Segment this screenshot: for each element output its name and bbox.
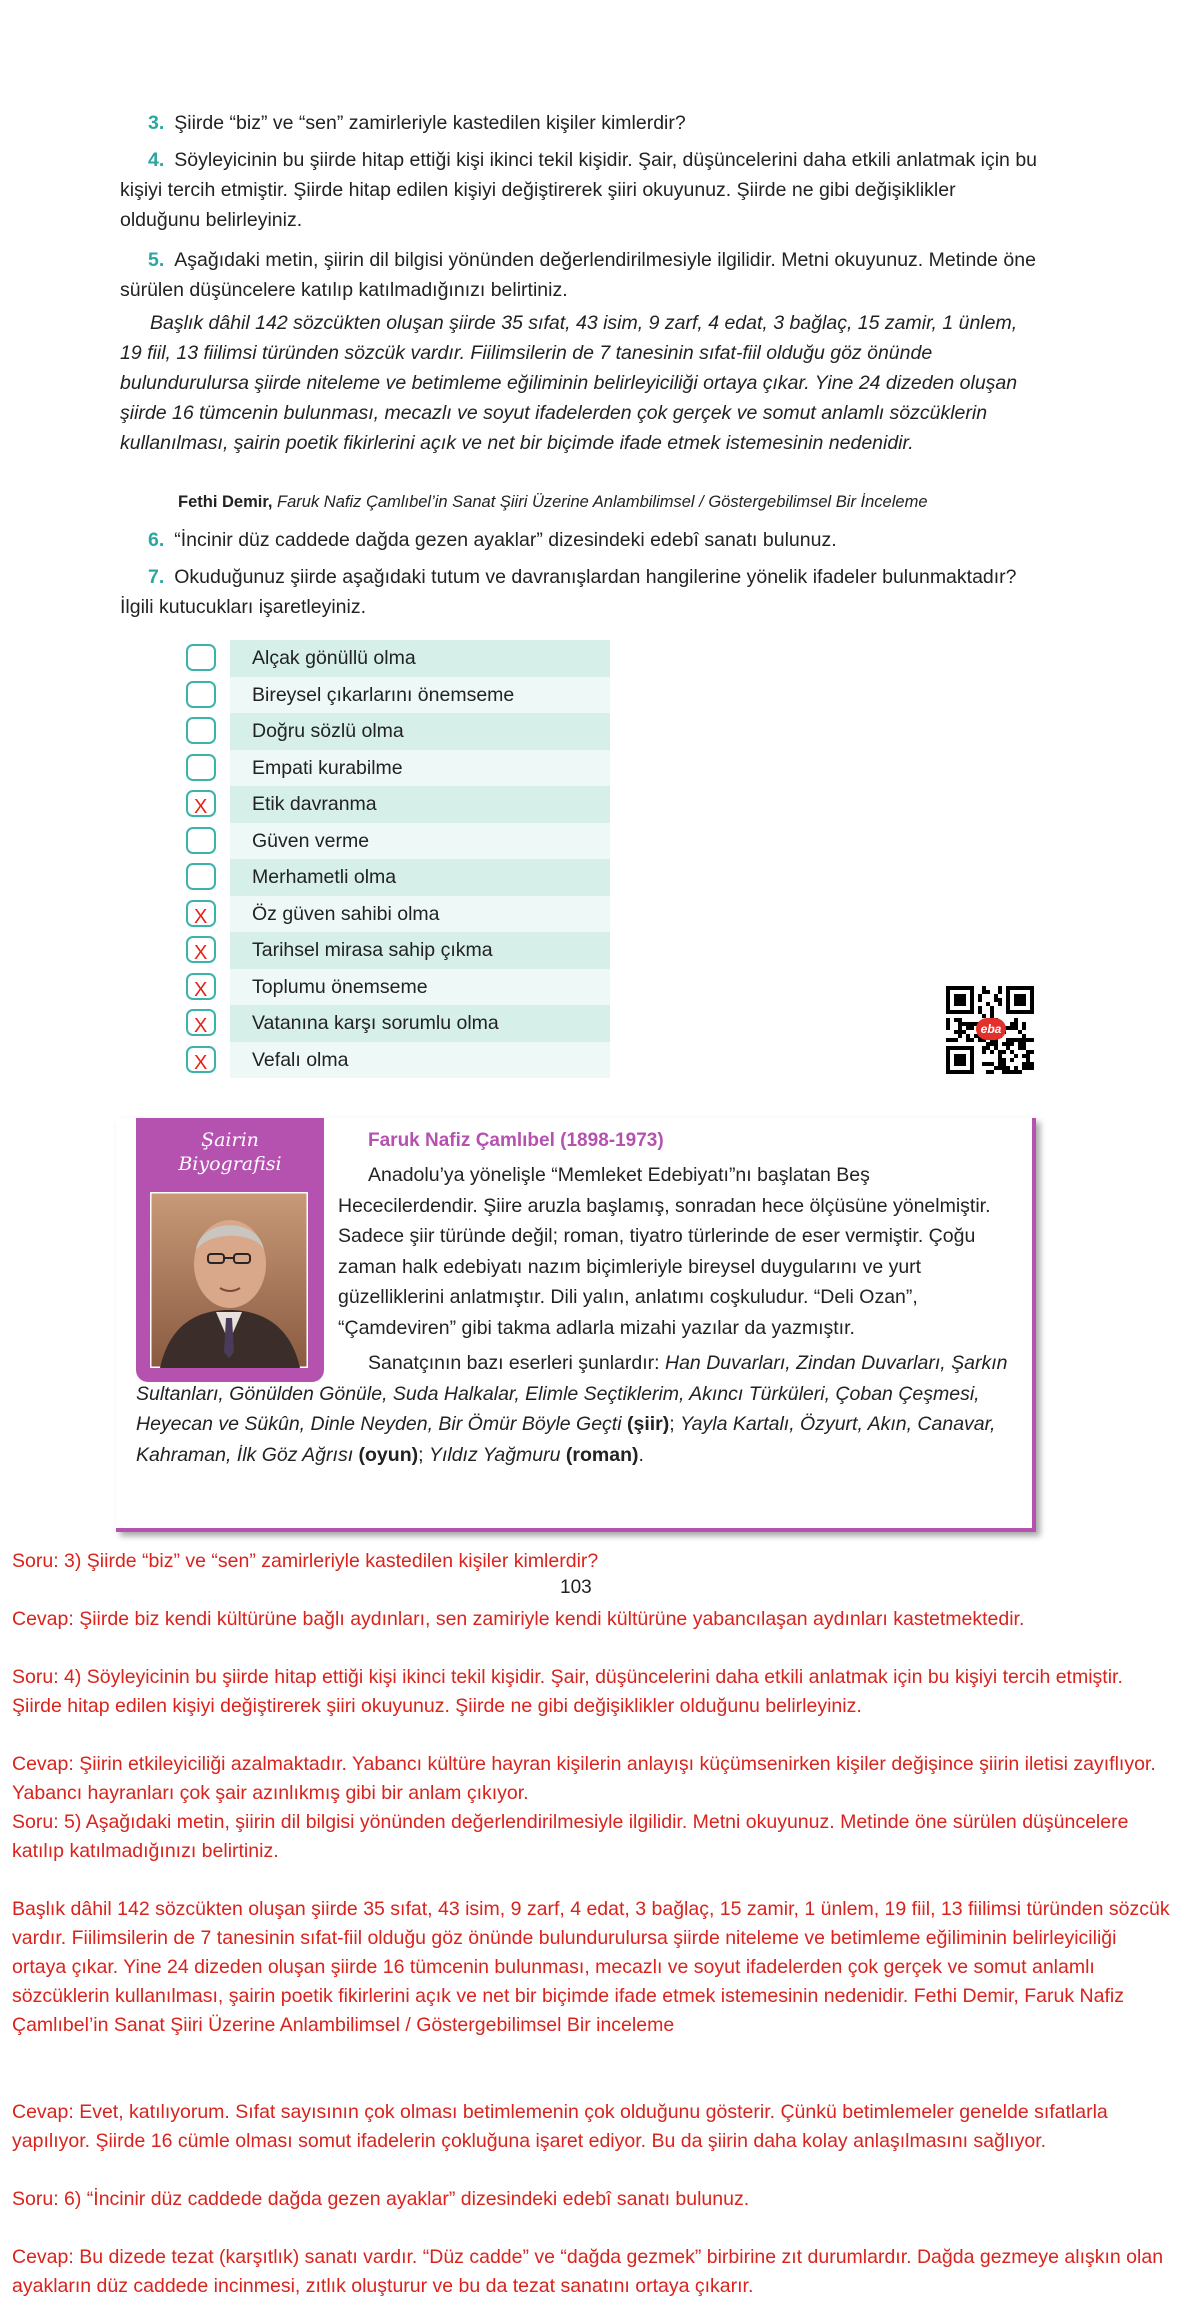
- checklist-label: Öz güven sahibi olma: [252, 902, 440, 925]
- checklist-label: Etik davranma: [252, 793, 377, 815]
- separator: .: [638, 1443, 644, 1466]
- question-7: [120, 562, 1038, 622]
- genre-novel: (roman): [565, 1443, 639, 1466]
- checklist-row: [182, 677, 610, 714]
- biography-label-line1: Şairin: [201, 1129, 259, 1151]
- quote-source: [178, 491, 1038, 513]
- works-novel: Yıldız Yağmuru: [428, 1443, 561, 1466]
- checkbox[interactable]: [186, 644, 216, 671]
- question-number: 7.: [148, 566, 165, 588]
- source-author: Fethi Demir,: [178, 493, 273, 511]
- question-number: 6.: [148, 529, 165, 551]
- check-mark: X: [194, 905, 208, 928]
- question-5: [120, 245, 1038, 305]
- separator: ;: [669, 1413, 675, 1435]
- checkbox[interactable]: [186, 827, 216, 854]
- checklist-label: Güven verme: [252, 829, 370, 852]
- genre-play: (oyun): [358, 1443, 419, 1466]
- answer-3-question: Soru: 3) Şiirde “biz” ve “sen” zamirleriyle kastedilen kişiler kimlerdir?: [12, 1550, 599, 1572]
- biography-sidebar: [136, 1118, 324, 1382]
- genre-poetry: (şiir): [626, 1413, 670, 1435]
- question-text: Söyleyicinin bu şiirde hitap ettiği kişi ikinci tekil kişidir. Şair, düşüncelerini daha etkili anlatmak için bu kişiyi tercih etmiştir. Şiirde hitap edilen kişiyi değiştirerek şiiri okuyunuz. Şiirde ne gibi değişiklikler olduğunu belirleyiniz.: [120, 149, 1038, 231]
- source-title: Faruk Nafiz Çamlıbel’in Sanat Şiiri Üzerine Anlambilimsel / Göstergebilimsel Bir İnceleme: [277, 493, 928, 511]
- checklist-row: [182, 896, 610, 933]
- qr-code-icon[interactable]: [946, 986, 1034, 1074]
- biography-label: [136, 1128, 324, 1176]
- checklist-row: [182, 859, 610, 896]
- checklist-label: Bireysel çıkarlarını önemseme: [252, 683, 515, 706]
- question-number: 4.: [148, 149, 165, 171]
- question-3: [120, 108, 1038, 138]
- checklist-row: [182, 823, 610, 860]
- checklist-label: Merhametli olma: [252, 866, 397, 888]
- checkbox[interactable]: [186, 973, 216, 1000]
- checkbox[interactable]: [186, 790, 216, 817]
- checklist-row: [182, 713, 610, 750]
- biography-box: [116, 1118, 1036, 1532]
- check-mark: X: [194, 942, 208, 964]
- checklist-row: [182, 1042, 610, 1079]
- poet-portrait: [150, 1192, 308, 1368]
- checklist-label: Empati kurabilme: [252, 756, 403, 779]
- works-play: Yayla Kartalı, Özyurt, Akın, Canavar, Kahraman, İlk Göz Ağrısı: [136, 1413, 996, 1466]
- page-number: 103: [560, 1577, 592, 1598]
- answer-5-answer: Cevap: Evet, katılıyorum. Sıfat sayısının çok olması betimlemenin çok olduğunu gösterir. Çünkü betimlemeler genelde sıfatlarla yapılıyor. Şiirde 16 cümle olması somut ifadelerin çokluğuna işaret ediyor. Bu da şiirin daha kolay anlaşılmasını sağlıyor.: [12, 2101, 1108, 2152]
- biography-label-line2: Biyografisi: [178, 1153, 282, 1175]
- checkbox[interactable]: [186, 717, 216, 744]
- answer-4-question: Soru: 4) Söyleyicinin bu şiirde hitap ettiği kişi ikinci tekil kişidir. Şair, düşüncelerini daha etkili anlatmak için bu kişiyi tercih etmiştir. Şiirde hitap edilen kişiyi değiştirerek şiiri okuyunuz. Şiirde ne gibi değişiklikler olduğunu belirleyiniz.: [12, 1666, 1123, 1717]
- question-6: [120, 525, 1038, 555]
- checkbox[interactable]: [186, 863, 216, 890]
- question-text: Aşağıdaki metin, şiirin dil bilgisi yönünden değerlendirilmesiyle ilgilidir. Metni okuyunuz. Metinde öne sürülen düşüncelere katılıp katılmadığınızı belirtiniz.: [120, 249, 1036, 301]
- behaviour-checklist: [182, 640, 610, 1078]
- biography-text: Anadolu’ya yönelişle “Memleket Edebiyatı”nı başlatan Beş Hececilerdendir. Şiire aruzla başlamış, sonradan hece ölçüsüne yönelmiştir. Sadece şiir türünde değil; roman, tiyatro türlerinde de eser vermiştir. Çoğu zaman halk edebiyatı nazım biçimleriyle bireysel duygularını ve yurt güzelliklerini anlatmıştır. Dili yalın, anlatımı coşkuludur. “Deli Ozan”, “Çamdeviren” gibi takma adlarla mizahi yazılar da yazmıştır.: [338, 1164, 991, 1339]
- checklist-row: [182, 1005, 610, 1042]
- checkbox[interactable]: [186, 1009, 216, 1036]
- checkbox[interactable]: [186, 936, 216, 963]
- question-text: Şiirde “biz” ve “sen” zamirleriyle kastedilen kişiler kimlerdir?: [174, 112, 686, 134]
- check-mark: X: [194, 1051, 208, 1074]
- question-text: Okuduğunuz şiirde aşağıdaki tutum ve davranışlardan hangilerine yönelik ifadeler bulunmaktadır? İlgili kutucukları işaretleyiniz.: [120, 566, 1017, 618]
- checkbox[interactable]: [186, 681, 216, 708]
- answer-5-quote: Başlık dâhil 142 sözcükten oluşan şiirde 35 sıfat, 43 isim, 9 zarf, 4 edat, 3 bağlaç, 15 zamir, 1 ünlem, 19 fiil, 13 fiilimsi türünden sözcük vardır. Fiilimsilerin de 7 tanesinin sıfat-fiil olduğu göz önünde bulundurulursa şiirde niteleme ve betimleme eğiliminin belirleyiciliği ortaya çıkar. Yine 24 dizeden oluşan şiirde 16 tümcenin bulunması, mecazlı ve soyut ifadelerden çok gerçek ve somut anlamlı sözcüklerin kullanılması, şairin poetik fikirlerini açık ve net bir biçimde ifade etmek istemesinin nedenidir. Fethi Demir, Faruk Nafiz Çamlıbel’in Sanat Şiiri Üzerine Anlambilimsel / Göstergebilimsel Bir inceleme: [12, 1898, 1170, 2036]
- question-number: 3.: [148, 112, 165, 134]
- checkbox[interactable]: [186, 754, 216, 781]
- check-mark: X: [194, 796, 208, 818]
- quoted-passage: Başlık dâhil 142 sözcükten oluşan şiirde 35 sıfat, 43 isim, 9 zarf, 4 edat, 3 bağlaç, 15 zamir, 1 ünlem, 19 fiil, 13 fiilimsi türünden sözcük vardır. Fiilimsilerin de 7 tanesinin sıfat-fiil olduğu göz önünde bulundurulursa şiirde niteleme ve betimleme eğiliminin belirleyiciliği ortaya çıkar. Yine 24 dizeden oluşan şiirde 16 tümcenin bulunması, mecazlı ve soyut ifadelerden çok gerçek ve somut anlamlı sözcüklerin kullanılması, şairin poetik fikirlerini açık ve net bir biçimde ifade etmek istemesinin nedenidir.: [120, 312, 1018, 454]
- checklist-row: [182, 932, 610, 969]
- check-mark: X: [194, 978, 208, 1001]
- separator: ;: [418, 1443, 424, 1466]
- answer-5-question: Soru: 5) Aşağıdaki metin, şiirin dil bilgisi yönünden değerlendirilmesiyle ilgilidir. Metni okuyunuz. Metinde öne sürülen düşüncelere katılıp katılmadığınızı belirtiniz.: [12, 1811, 1129, 1862]
- answer-6-answer: Cevap: Bu dizede tezat (karşıtlık) sanatı vardır. “Düz cadde” ve “dağda gezmek” birbirine zıt durumlardır. Dağda gezmeye alışkın olan ayakların düz caddede incinmesi, zıtlık oluşturur ve bu da tezat sanatını ortaya çıkarır.: [12, 2246, 1164, 2297]
- checklist-label: Toplumu önemseme: [252, 975, 428, 998]
- works-poetry: Han Duvarları, Zindan Duvarları, Şarkın Sultanları, Gönülden Gönüle, Suda Halkalar, Elimle Seçtiklerim, Akıncı Türküleri, Çoban Çeşmesi, Heyecan ve Sükûn, Dinle Neyden, Bir Ömür Böyle Geçti: [136, 1352, 1008, 1435]
- biography-paragraph-1: [338, 1160, 1006, 1343]
- check-mark: X: [194, 1015, 208, 1037]
- qr-badge: eba: [976, 1018, 1006, 1040]
- checklist-label: Vatanına karşı sorumlu olma: [252, 1012, 499, 1034]
- answer-6-question: Soru: 6) “İncinir düz caddede dağda gezen ayaklar” dizesindeki edebî sanatı bulunuz.: [12, 2188, 750, 2210]
- question-text: “İncinir düz caddede dağda gezen ayaklar” dizesindeki edebî sanatı bulunuz.: [174, 529, 837, 551]
- checklist-label: Vefalı olma: [252, 1048, 349, 1071]
- answer-3-answer: Cevap: Şiirde biz kendi kültürüne bağlı aydınları, sen zamiriyle kendi kültürüne yabancılaşan aydınları kastetmektedir.: [12, 1608, 1025, 1630]
- checklist-label: Tarihsel mirasa sahip çıkma: [252, 939, 493, 961]
- checklist-label: Alçak gönüllü olma: [252, 647, 416, 669]
- checklist-label: Doğru sözlü olma: [252, 720, 404, 742]
- question-4: [120, 145, 1038, 235]
- works-intro: Sanatçının bazı eserleri şunlardır:: [368, 1352, 660, 1374]
- checklist-row: [182, 786, 610, 823]
- checkbox[interactable]: [186, 900, 216, 927]
- question-number: 5.: [148, 249, 165, 271]
- biography-paragraph-2: [136, 1348, 1012, 1470]
- checklist-row: [182, 640, 610, 677]
- answer-4-answer: Cevap: Şiirin etkileyiciliği azalmaktadır. Yabancı kültüre hayran kişilerin anlayışı küçümsenirken kişiler değişince şiirin iletisi zayıflıyor. Yabancı hayranları çok şair azınlıkmış gibi bir anlam çıkıyor.: [12, 1753, 1156, 1804]
- checkbox[interactable]: [186, 1046, 216, 1073]
- checklist-row: [182, 750, 610, 787]
- checklist-row: [182, 969, 610, 1006]
- poet-name: Faruk Nafiz Çamlıbel (1898-1973): [368, 1130, 664, 1151]
